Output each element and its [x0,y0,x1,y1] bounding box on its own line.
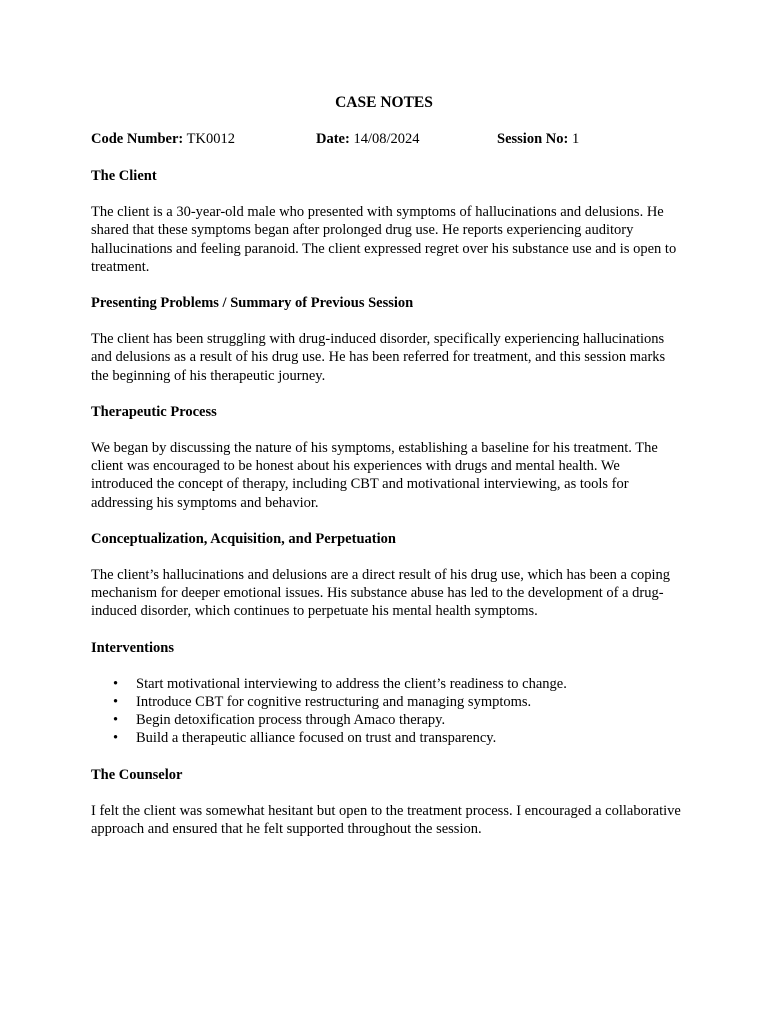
list-item-text: Start motivational interviewing to address the client’s readiness to change. [136,675,567,692]
date-label: Date: [316,131,350,147]
section-heading-interventions: Interventions [91,639,174,656]
bullet-icon: • [113,730,119,747]
bullet-icon: • [113,712,119,729]
list-item [91,711,681,729]
section-text-conceptualization: The client’s hallucinations and delusions are a direct result of his drug use, which has been a coping mechanism for deeper emotional issues. His substance abuse has led to the development of a drug-induced disorder, which continues to perpetuate his mental health symptoms. [91,567,671,620]
code-number-field [91,131,235,148]
session-value: 1 [571,131,580,147]
code-number-label: Code Number: [91,131,184,147]
interventions-list [91,675,681,748]
section-heading-client: The Client [91,168,157,184]
list-item [91,693,681,711]
section-text-client: The client is a 30-year-old male who presented with symptoms of hallucinations and delusions. He shared that these symptoms began after prolonged drug use. He reports experiencing auditory hallucinations and feeling paranoid. The client expressed regret over his substance use and is open to treatment. [91,204,677,275]
bullet-icon: • [113,694,119,711]
section-heading-counselor: The Counselor [91,766,183,783]
section-text-counselor: I felt the client was somewhat hesitant but open to the treatment process. I encouraged a collaborative approach and ensured that he felt supported throughout the session. [91,802,681,838]
session-field [497,131,579,148]
bullet-icon: • [113,675,119,692]
document-body [91,167,681,856]
section-text-therapeutic-process: We began by discussing the nature of his symptoms, establishing a baseline for his treatment. The client was encouraged to be honest about his experiences with drugs and mental health. We introduced the concept of therapy, including CBT and motivational interviewing, as tools for addressing his symptoms and behavior. [91,440,658,511]
list-item [91,675,681,693]
list-item-text: Build a therapeutic alliance focused on trust and transparency. [136,730,497,747]
section-heading-conceptualization: Conceptualization, Acquisition, and Perpetuation [91,530,396,547]
date-field [316,131,420,148]
session-label: Session No: [497,131,569,147]
section-heading-therapeutic-process: Therapeutic Process [91,403,217,420]
list-item [91,729,681,747]
section-heading-presenting-problems: Presenting Problems / Summary of Previous Session [91,295,414,312]
list-item-text: Begin detoxification process through Amaco therapy. [136,712,446,729]
list-item-text: Introduce CBT for cognitive restructuring and managing symptoms. [136,694,532,711]
document-title: CASE NOTES [335,94,433,111]
code-number-value: TK0012 [186,131,235,147]
date-value: 14/08/2024 [353,131,420,147]
section-text-presenting-problems: The client has been struggling with drug-induced disorder, specifically experiencing hallucinations and delusions as a result of his drug use. He has been referred for treatment, and this session marks the beginning of his therapeutic journey. [91,331,666,384]
